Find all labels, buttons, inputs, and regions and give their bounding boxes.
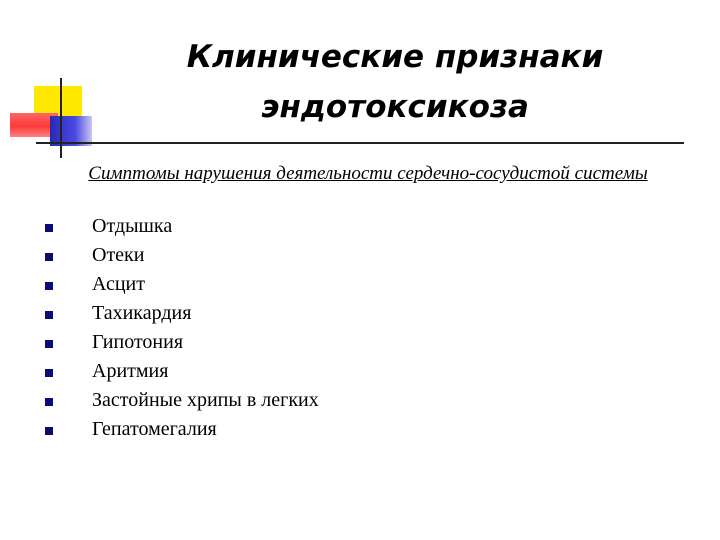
slide-title-line-2: эндотоксикоза — [261, 89, 529, 125]
title-underline-rule — [36, 142, 684, 144]
list-item — [40, 328, 319, 357]
list-item-label: Отдышка — [92, 215, 173, 237]
square-bullet-icon — [45, 253, 53, 261]
square-bullet-icon — [45, 224, 53, 232]
square-bullet-icon — [45, 311, 53, 319]
list-item-label: Отеки — [92, 244, 145, 266]
list-item — [40, 270, 319, 299]
list-item-label: Аритмия — [92, 360, 169, 382]
square-bullet-icon — [45, 398, 53, 406]
square-bullet-icon — [45, 369, 53, 377]
list-item-label: Тахикардия — [92, 302, 192, 324]
symptom-list — [40, 212, 319, 444]
square-bullet-icon — [45, 340, 53, 348]
list-item — [40, 241, 319, 270]
list-item — [40, 386, 319, 415]
list-item-label: Гипотония — [92, 331, 184, 353]
square-bullet-icon — [45, 282, 53, 290]
list-item-label: Асцит — [92, 273, 145, 295]
list-item — [40, 415, 319, 444]
slide-title — [150, 32, 640, 132]
list-item — [40, 299, 319, 328]
square-bullet-icon — [45, 427, 53, 435]
list-item-label: Гепатомегалия — [92, 418, 217, 440]
list-item-label: Застойные хрипы в легких — [92, 389, 319, 411]
section-subtitle: Симптомы нарушения деятельности сердечно-сосудистой системы — [88, 163, 648, 184]
vertical-rule — [60, 78, 62, 158]
list-item — [40, 212, 319, 241]
list-item — [40, 357, 319, 386]
slide-title-line-1: Клинические признаки — [186, 39, 604, 75]
